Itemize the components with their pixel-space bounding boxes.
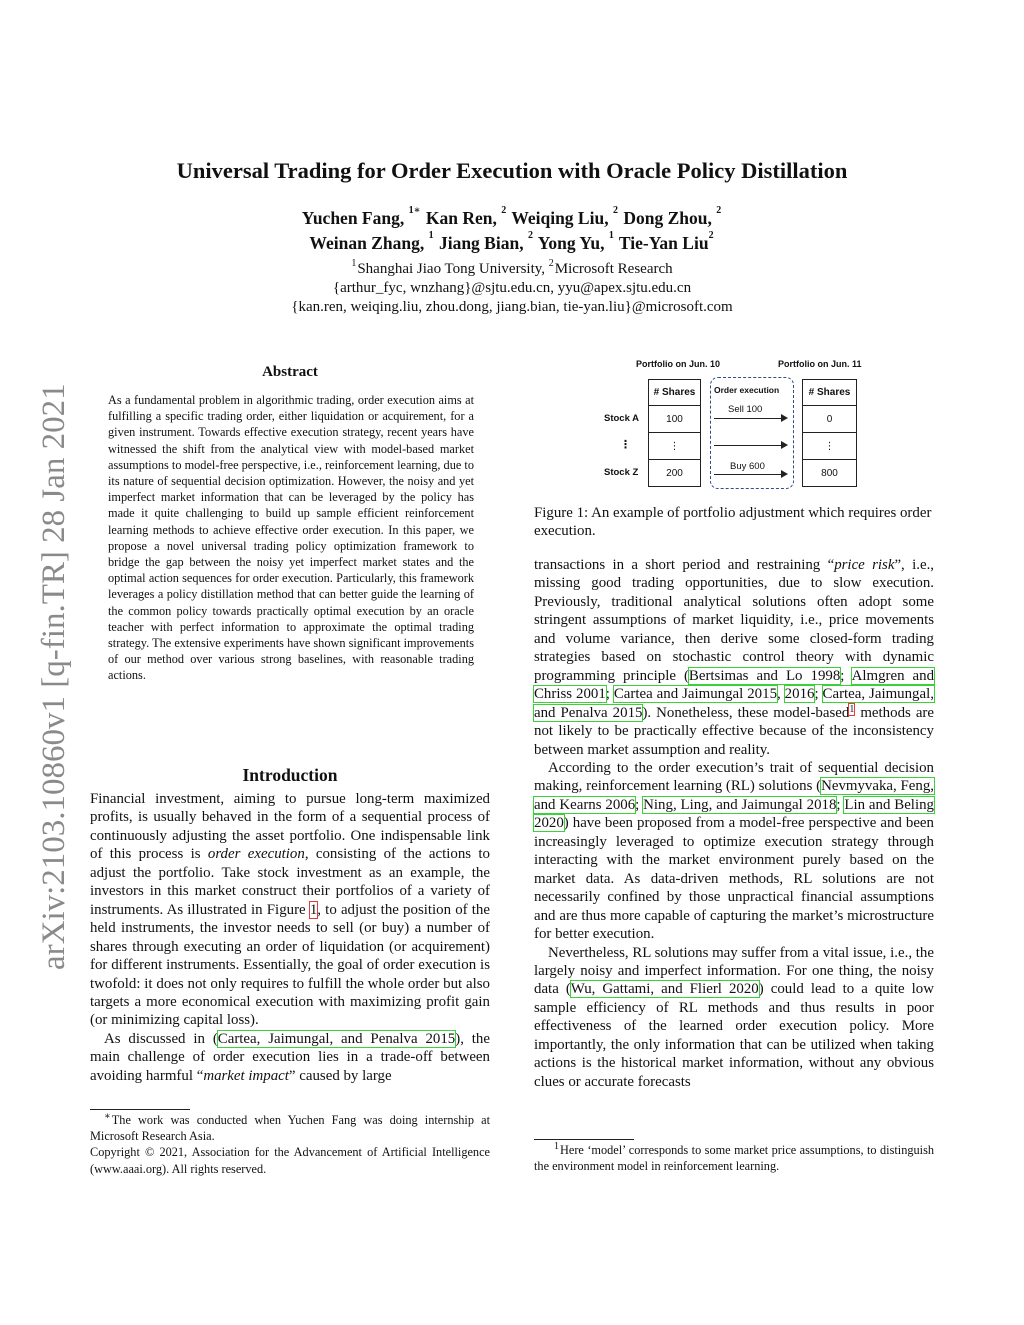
citation-link[interactable]: Ning, Ling, and Jaimungal 2018 — [643, 796, 837, 813]
left-column-body — [90, 790, 490, 1085]
affiliation-2: Microsoft Research — [554, 261, 673, 277]
author-list-line-2 — [0, 230, 1024, 254]
portfolio-right-title: Portfolio on Jun. 11 — [778, 359, 862, 369]
author-name: Tie-Yan Liu — [618, 233, 709, 253]
author-affiliation-mark: 2 — [612, 205, 618, 216]
citation-link[interactable]: 2016 — [784, 686, 815, 703]
citation-link[interactable]: Lin and Beling 2020 — [534, 796, 934, 832]
email-line-2: {kan.ren, weiqing.liu, zhou.dong, jiang.bian, tie-yan.liu}@microsoft.com — [291, 299, 733, 315]
author-affiliation-mark: 1 — [428, 230, 434, 241]
arxiv-stamp: arXiv:2103.10860v1 [q-fin.TR] 28 Jan 2021 — [36, 383, 72, 970]
author-affiliation-mark: 2 — [716, 205, 722, 216]
footnote-left — [90, 1112, 490, 1177]
author-name: Yong Yu, — [537, 233, 605, 253]
arrow-right-icon — [714, 418, 786, 419]
figure-reference-link[interactable]: 1 — [309, 901, 318, 918]
author-affiliation-mark: 2 — [501, 205, 507, 216]
email-line-1: {arthur_fyc, wnzhang}@sjtu.edu.cn, yyu@apex.sjtu.edu.cn — [332, 280, 692, 296]
row-label-stock-z: Stock Z — [604, 467, 639, 478]
author-affiliation-mark: 2 — [708, 230, 714, 241]
right-column-body — [534, 556, 934, 1091]
footnote-mark: 1 — [554, 1141, 559, 1152]
introduction-heading: Introduction — [242, 765, 338, 785]
shares-header-right: # Shares — [802, 379, 857, 406]
paragraph: As discussed in (Cartea, Jaimungal, and Penalva 2015), the main challenge of order execution lies in a trade-off between avoiding harmful “market impact” caused by large — [90, 1030, 490, 1084]
figure-portfolio-adjustment — [590, 355, 880, 495]
citation-link[interactable]: Wu, Gattami, and Flierl 2020 — [570, 981, 759, 998]
copyright-notice: Copyright © 2021, Association for the Advancement of Artificial Intelligence (www.aaai.org). All rights reserved. — [90, 1145, 490, 1176]
footnote-right — [534, 1142, 934, 1174]
paragraph: transactions in a short period and restraining “price risk”, i.e., missing good trading opportunities, due to slow execution. Previously, traditional analytical solutions often adopt some stringent assumptions of market liquidity, i.e., price movements and volume variance, then derive some closed-form trading strategies based on stochastic control theory with dynamic programming principle (Bertsimas and Lo 1998; Almgren and Chriss 2001; Cartea and Jaimungal 2015, 2016; Cartea, Jaimungal, and Penalva 2015). Nonetheless, these model-based$^1$ methods are not likely to be practically effective because of the inconsistency between market assumption and reality. — [534, 557, 935, 758]
abstract-text: As a fundamental problem in algorithmic trading, order execution aims at fulfilling a specific trading order, either liquidation or acquirement, for a given instrument. Towards effective execution strategy, recent years have witnessed the shift from the analytical view with model-based market assumptions to model-free perspective, i.e., reinforcement learning, due to its nature of sequential decision optimization. However, the noisy and yet imperfect market information that can be leveraged by the policy has made it quite challenging to build up sample efficient reinforcement learning methods to achieve effective order execution. In this paper, we propose a novel universal trading policy optimization framework to bridge the gap between the noisy yet imperfect market states and the optimal action sequences for order execution. Particularly, this framework leverages a policy distillation method that can better guide the learning of the common policy towards practically optimal execution by an oracle teacher with perfect information to approximate the optimal trading strategy. The extensive experiments have shown significant improvements of our method over various strong baselines, with reasonable trading actions. — [108, 393, 474, 683]
author-affiliation-mark: 2 — [527, 230, 533, 241]
author-name: Yuchen Fang, — [301, 208, 405, 228]
action-buy-label: Buy 600 — [730, 461, 765, 472]
footnote-text: Here ‘model’ corresponds to some market price assumptions, to distinguish the environment model in reinforcement learning. — [534, 1143, 934, 1174]
paragraph: Nevertheless, RL solutions may suffer from a vital issue, i.e., the largely noisy and imperfect information. For one thing, the noisy data (Wu, Gattami, and Flierl 2020) could lead to a quite low sample efficiency of RL methods and thus results in poor effectiveness of the learned order execution policy. More importantly, the only information that can be utilized when taking actions is the historical market information, without any obvious clues or accurate forecasts — [534, 944, 934, 1090]
action-sell-label: Sell 100 — [728, 404, 763, 415]
citation-link[interactable]: Bertsimas and Lo 1998 — [688, 667, 841, 684]
citation-link[interactable]: Almgren and Chriss 2001 — [534, 667, 935, 703]
paragraph: According to the order execution’s trait of sequential decision making, reinforcement learning (RL) solutions (Nevmyvaka, Feng, and Kearns 2006; Ning, Ling, and Jaimungal 2018; Lin and Beling 2020) have been proposed from a model-free perspective and been increasingly leveraged to optimize execution strategy through interacting with the market environment purely based on the market data. As data-driven methods, RL solutions are not necessarily confined by those unpractical financial assumptions and are thus more capable of capturing the market’s microstructure for better execution. — [534, 759, 934, 943]
abstract-heading: Abstract — [262, 364, 318, 380]
footnote-text: The work was conducted when Yuchen Fang was doing internship at Microsoft Research Asia. — [90, 1113, 490, 1144]
affiliation-mark: 2 — [548, 258, 554, 269]
author-affiliation-mark: 1∗ — [408, 205, 421, 216]
right-dots-value: ⋮ — [802, 432, 857, 460]
right-stock-z-value: 800 — [802, 459, 857, 487]
author-name: Weinan Zhang, — [309, 233, 425, 253]
author-name: Jiang Bian, — [438, 233, 524, 253]
left-dots-value: ⋮ — [648, 432, 701, 460]
author-name: Weiqing Liu, — [511, 208, 609, 228]
author-affiliation-mark: 1 — [608, 230, 614, 241]
arrow-right-icon — [714, 474, 786, 475]
arrow-right-icon — [714, 445, 786, 446]
author-name: Kan Ren, — [425, 208, 497, 228]
citation-link[interactable]: Cartea, Jaimungal, and Penalva 2015 — [534, 686, 934, 721]
footnote-rule — [90, 1109, 190, 1110]
figure-caption: Figure 1: An example of portfolio adjustment which requires order execution. — [534, 505, 932, 540]
affiliation-mark: 1 — [351, 258, 357, 269]
citation-link[interactable]: Nevmyvaka, Feng, and Kearns 2006 — [534, 778, 934, 813]
affiliation-1: Shanghai Jiao Tong University, — [357, 261, 546, 277]
row-label-stock-a: Stock A — [604, 413, 640, 424]
footnote-rule — [534, 1139, 634, 1140]
author-name: Dong Zhou, — [623, 208, 712, 228]
affiliations — [0, 258, 1024, 278]
paper-title: Universal Trading for Order Execution with Oracle Policy Distillation — [176, 158, 848, 183]
left-stock-a-value: 100 — [648, 405, 701, 433]
citation-link[interactable]: Cartea and Jaimungal 2015 — [613, 686, 778, 703]
paragraph: Financial investment, aiming to pursue long-term maximized profits, is usually behaved in the form of a sequential process of continuously adjusting the asset portfolio. One indispensable link of this process is order execution, consisting of the actions to adjust the portfolio. Take stock investment as an example, the investors in this market construct their portfolios of a variety of instruments. As illustrated in Figure 1, to adjust the position of the held instruments, the investor needs to sell (or buy) a number of shares through executing an order of liquidation (or acquirement) for different instruments. Essentially, the goal of order execution is twofold: it does not only requires to fulfill the whole order but also targets a more economical execution with maximizing profit gain (or minimizing capital loss). — [90, 791, 490, 1029]
author-list-line-1 — [0, 205, 1024, 229]
left-stock-z-value: 200 — [648, 459, 701, 487]
footnote-link[interactable]: 1 — [849, 703, 855, 715]
citation-link[interactable]: Cartea, Jaimungal, and Penalva 2015 — [217, 1030, 456, 1047]
footnote-mark: ∗ — [104, 1111, 111, 1122]
right-stock-a-value: 0 — [802, 405, 857, 433]
portfolio-left-title: Portfolio on Jun. 10 — [636, 359, 721, 369]
row-label-dots: ⋮ — [620, 439, 631, 451]
shares-header-left: # Shares — [648, 379, 701, 406]
order-execution-header: Order execution — [714, 385, 780, 395]
